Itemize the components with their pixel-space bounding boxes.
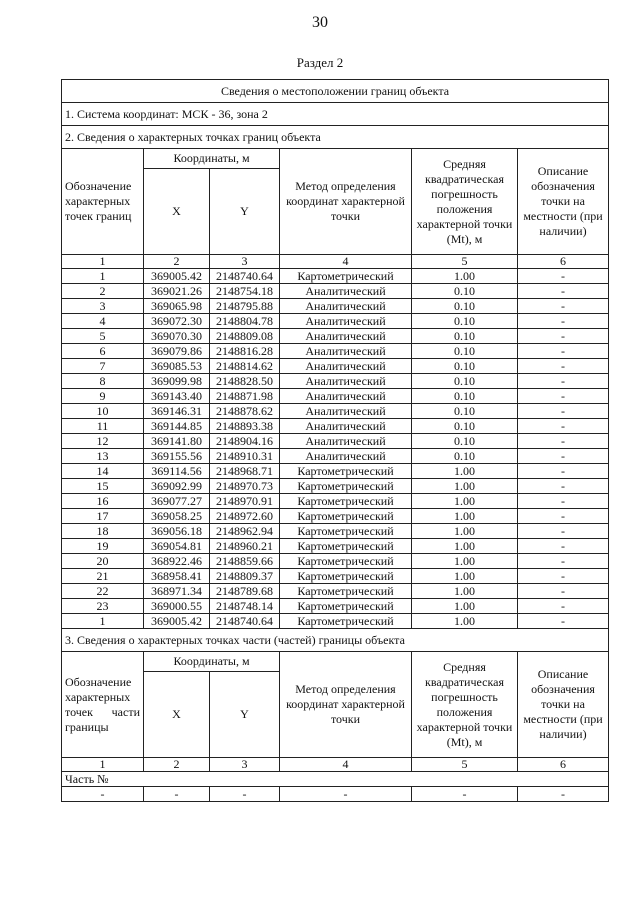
description: -: [518, 344, 609, 359]
coord-x: 369143.40: [144, 389, 210, 404]
coord-y: 2148809.08: [210, 329, 280, 344]
table-row: [62, 284, 609, 299]
method: Аналитический: [280, 434, 412, 449]
description: -: [518, 299, 609, 314]
coord-x: 369000.55: [144, 599, 210, 614]
coord-y: 2148814.62: [210, 359, 280, 374]
method: Картометрический: [280, 614, 412, 629]
coord-x: 368922.46: [144, 554, 210, 569]
header-method: Метод определения координат характерной точки: [280, 149, 412, 255]
header3-x: X: [144, 672, 210, 758]
method: Картометрический: [280, 584, 412, 599]
coord-y: 2148809.37: [210, 569, 280, 584]
coord-x: 369021.26: [144, 284, 210, 299]
error: 1.00: [412, 539, 518, 554]
description: -: [518, 464, 609, 479]
table-row: [62, 479, 609, 494]
error: 0.10: [412, 419, 518, 434]
empty-cell: -: [280, 787, 412, 802]
description: -: [518, 509, 609, 524]
error: 1.00: [412, 269, 518, 284]
coord-x: 369070.30: [144, 329, 210, 344]
description: -: [518, 599, 609, 614]
description: -: [518, 584, 609, 599]
description: -: [518, 404, 609, 419]
coord-x: 369077.27: [144, 494, 210, 509]
table-row: [62, 509, 609, 524]
point-id: 12: [62, 434, 144, 449]
col-num: 1: [62, 758, 144, 772]
method: Аналитический: [280, 344, 412, 359]
coord-y: 2148893.38: [210, 419, 280, 434]
table-row: [62, 614, 609, 629]
coord-y: 2148962.94: [210, 524, 280, 539]
point-id: 13: [62, 449, 144, 464]
error: 1.00: [412, 464, 518, 479]
error: 0.10: [412, 389, 518, 404]
error: 1.00: [412, 524, 518, 539]
point-id: 7: [62, 359, 144, 374]
description: -: [518, 449, 609, 464]
table-row: [62, 389, 609, 404]
header3-point-label: Обозначение характерных точек части границы: [62, 652, 144, 758]
empty-cell: -: [412, 787, 518, 802]
header-error: Средняя квадратическая погрешность положения характерной точки (Mt), м: [412, 149, 518, 255]
section2-title: 2. Сведения о характерных точках границ объекта: [62, 126, 609, 149]
column-numbers-row: [62, 255, 609, 269]
boundary-table: [61, 79, 609, 802]
description: -: [518, 539, 609, 554]
description: -: [518, 614, 609, 629]
coord-system: 1. Система координат: МСК - 36, зона 2: [62, 103, 609, 126]
description: -: [518, 434, 609, 449]
coord-x: 369058.25: [144, 509, 210, 524]
header3-coords: Координаты, м: [144, 652, 280, 672]
point-id: 21: [62, 569, 144, 584]
error: 0.10: [412, 284, 518, 299]
table-row: [62, 329, 609, 344]
coord-y: 2148904.16: [210, 434, 280, 449]
point-id: 23: [62, 599, 144, 614]
point-id: 3: [62, 299, 144, 314]
col-num: 2: [144, 758, 210, 772]
error: 1.00: [412, 554, 518, 569]
coord-y: 2148960.21: [210, 539, 280, 554]
coord-x: 369005.42: [144, 269, 210, 284]
error: 0.10: [412, 449, 518, 464]
coord-x: 369005.42: [144, 614, 210, 629]
table-row: [62, 359, 609, 374]
table-row: [62, 494, 609, 509]
error: 1.00: [412, 584, 518, 599]
col-num: 3: [210, 758, 280, 772]
coord-x: 369146.31: [144, 404, 210, 419]
description: -: [518, 329, 609, 344]
coord-x: 369155.56: [144, 449, 210, 464]
description: -: [518, 524, 609, 539]
coord-y: 2148754.18: [210, 284, 280, 299]
coord-x: 369065.98: [144, 299, 210, 314]
coord-y: 2148972.60: [210, 509, 280, 524]
header3-error: Средняя квадратическая погрешность положения характерной точки (Mt), м: [412, 652, 518, 758]
method: Картометрический: [280, 539, 412, 554]
method: Картометрический: [280, 509, 412, 524]
col-num: 5: [412, 758, 518, 772]
description: -: [518, 554, 609, 569]
description: -: [518, 284, 609, 299]
coord-x: 369085.53: [144, 359, 210, 374]
coord-x: 369054.81: [144, 539, 210, 554]
point-id: 5: [62, 329, 144, 344]
error: 0.10: [412, 374, 518, 389]
method: Аналитический: [280, 404, 412, 419]
point-id: 16: [62, 494, 144, 509]
description: -: [518, 314, 609, 329]
point-id: 1: [62, 269, 144, 284]
part-label: Часть №: [62, 772, 609, 787]
col-num: 3: [210, 255, 280, 269]
point-id: 19: [62, 539, 144, 554]
error: 1.00: [412, 494, 518, 509]
point-id: 9: [62, 389, 144, 404]
page-number: 30: [312, 14, 328, 31]
error: 1.00: [412, 614, 518, 629]
error: 1.00: [412, 479, 518, 494]
coord-x: 369141.80: [144, 434, 210, 449]
coord-y: 2148970.73: [210, 479, 280, 494]
rows-body: [62, 269, 609, 629]
point-id: 11: [62, 419, 144, 434]
method: Аналитический: [280, 374, 412, 389]
col-num: 6: [518, 758, 609, 772]
method: Аналитический: [280, 299, 412, 314]
method: Аналитический: [280, 329, 412, 344]
point-id: 14: [62, 464, 144, 479]
header3-method: Метод определения координат характерной точки: [280, 652, 412, 758]
col-num: 1: [62, 255, 144, 269]
section-label: Раздел 2: [296, 55, 344, 70]
section3-title: 3. Сведения о характерных точках части (частей) границы объекта: [62, 629, 609, 652]
table-row: [62, 419, 609, 434]
error: 1.00: [412, 509, 518, 524]
description: -: [518, 389, 609, 404]
description: -: [518, 479, 609, 494]
description: -: [518, 494, 609, 509]
method: Картометрический: [280, 599, 412, 614]
table-row: [62, 449, 609, 464]
point-id: 15: [62, 479, 144, 494]
point-id: 8: [62, 374, 144, 389]
method: Картометрический: [280, 554, 412, 569]
method: Аналитический: [280, 449, 412, 464]
error: 0.10: [412, 299, 518, 314]
method: Картометрический: [280, 569, 412, 584]
error: 0.10: [412, 434, 518, 449]
table-row: [62, 344, 609, 359]
coord-x: 369079.86: [144, 344, 210, 359]
coord-y: 2148740.64: [210, 614, 280, 629]
coord-y: 2148748.14: [210, 599, 280, 614]
method: Картометрический: [280, 479, 412, 494]
error: 0.10: [412, 314, 518, 329]
col-num: 4: [280, 255, 412, 269]
table-row: [62, 569, 609, 584]
coord-y: 2148789.68: [210, 584, 280, 599]
table-row: [62, 584, 609, 599]
error: 1.00: [412, 569, 518, 584]
col-num: 2: [144, 255, 210, 269]
description: -: [518, 419, 609, 434]
table-row: [62, 314, 609, 329]
point-id: 1: [62, 614, 144, 629]
description: -: [518, 374, 609, 389]
coord-y: 2148970.91: [210, 494, 280, 509]
coord-x: 369072.30: [144, 314, 210, 329]
coord-y: 2148871.98: [210, 389, 280, 404]
col-num: 5: [412, 255, 518, 269]
error: 0.10: [412, 329, 518, 344]
coord-y: 2148795.88: [210, 299, 280, 314]
coord-x: 369144.85: [144, 419, 210, 434]
point-id: 4: [62, 314, 144, 329]
coord-x: 368971.34: [144, 584, 210, 599]
table-row: [62, 299, 609, 314]
error: 0.10: [412, 344, 518, 359]
col-num: 4: [280, 758, 412, 772]
coord-x: 368958.41: [144, 569, 210, 584]
table-row: [62, 374, 609, 389]
table-row: [62, 434, 609, 449]
point-id: 18: [62, 524, 144, 539]
table-row: [62, 269, 609, 284]
point-id: 10: [62, 404, 144, 419]
point-id: 2: [62, 284, 144, 299]
point-id: 22: [62, 584, 144, 599]
coord-x: 369114.56: [144, 464, 210, 479]
coord-y: 2148740.64: [210, 269, 280, 284]
point-id: 20: [62, 554, 144, 569]
table-row: [62, 464, 609, 479]
empty-row: [62, 787, 609, 802]
table-row: [62, 404, 609, 419]
coord-y: 2148968.71: [210, 464, 280, 479]
method: Аналитический: [280, 284, 412, 299]
coord-y: 2148910.31: [210, 449, 280, 464]
coord-x: 369056.18: [144, 524, 210, 539]
table-row: [62, 599, 609, 614]
coord-y: 2148859.66: [210, 554, 280, 569]
method: Картометрический: [280, 464, 412, 479]
table-row: [62, 539, 609, 554]
error: 0.10: [412, 359, 518, 374]
col-num: 6: [518, 255, 609, 269]
table-title: Сведения о местоположении границ объекта: [62, 80, 609, 103]
error: 0.10: [412, 404, 518, 419]
description: -: [518, 269, 609, 284]
empty-cell: -: [62, 787, 144, 802]
coord-y: 2148878.62: [210, 404, 280, 419]
error: 1.00: [412, 599, 518, 614]
method: Картометрический: [280, 269, 412, 284]
method: Аналитический: [280, 359, 412, 374]
description: -: [518, 569, 609, 584]
coord-x: 369092.99: [144, 479, 210, 494]
method: Аналитический: [280, 419, 412, 434]
column-numbers-row-3: [62, 758, 609, 772]
coord-y: 2148828.50: [210, 374, 280, 389]
method: Картометрический: [280, 494, 412, 509]
method: Аналитический: [280, 389, 412, 404]
empty-cell: -: [144, 787, 210, 802]
point-id: 6: [62, 344, 144, 359]
empty-cell: -: [518, 787, 609, 802]
method: Аналитический: [280, 314, 412, 329]
header-coords: Координаты, м: [144, 149, 280, 169]
empty-cell: -: [210, 787, 280, 802]
point-id: 17: [62, 509, 144, 524]
table-row: [62, 524, 609, 539]
method: Картометрический: [280, 524, 412, 539]
header-y: Y: [210, 169, 280, 255]
coord-y: 2148816.28: [210, 344, 280, 359]
header3-description: Описание обозначения точки на местности (при наличии): [518, 652, 609, 758]
coord-y: 2148804.78: [210, 314, 280, 329]
table-row: [62, 554, 609, 569]
description: -: [518, 359, 609, 374]
header-point-label: Обозначение характерных точек границ: [62, 149, 144, 255]
header3-y: Y: [210, 672, 280, 758]
coord-x: 369099.98: [144, 374, 210, 389]
header-x: X: [144, 169, 210, 255]
header-description: Описание обозначения точки на местности (при наличии): [518, 149, 609, 255]
